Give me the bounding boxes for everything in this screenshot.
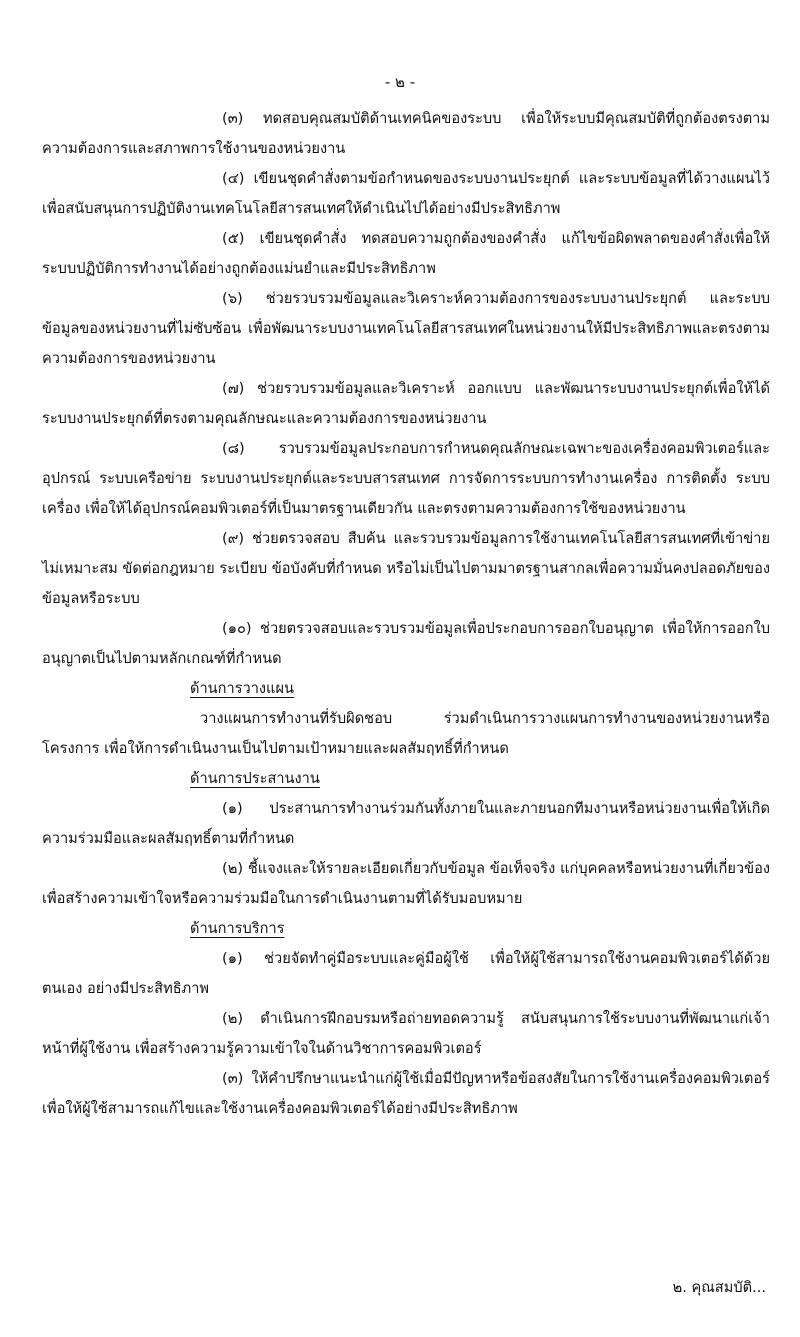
section-heading-service: ด้านการบริการ bbox=[190, 920, 285, 937]
service-item: (๒) ดำเนินการฝึกอบรมหรือถ่ายทอดความรู้ สนับสนุนการใช้ระบบงานที่พัฒนาแก่เจ้าหน้าที่ผู้ใช้งาน เพื่อสร้างความรู้ความเข้าใจในด้านวิชาการคอมพิวเตอร์ bbox=[42, 1010, 770, 1057]
section-heading-coordination: ด้านการประสานงาน bbox=[190, 770, 320, 787]
duty-item: (๓) ทดสอบคุณสมบัติด้านเทคนิคของระบบ เพื่อให้ระบบมีคุณสมบัติที่ถูกต้องตรงตามความต้องการและสภาพการใช้งานของหน่วยงาน bbox=[42, 110, 770, 157]
duty-item: (๗) ช่วยรวบรวมข้อมูลและวิเคราะห์ ออกแบบ และพัฒนาระบบงานประยุกต์เพื่อให้ได้ระบบงานประยุกต์ที่ตรงตามคุณลักษณะและความต้องการของหน่วยงาน bbox=[42, 380, 770, 427]
document-body bbox=[42, 104, 770, 1124]
page-number: - ๒ - bbox=[384, 73, 416, 91]
duty-item: (๙) ช่วยตรวจสอบ สืบค้น และรวบรวมข้อมูลการใช้งานเทคโนโลยีสารสนเทศที่เข้าข่ายไม่เหมาะสม ขัดต่อกฎหมาย ระเบียบ ข้อบังคับที่กำหนด หรือไม่เป็นไปตามมาตรฐานสากลเพื่อความมั่นคงปลอดภัยของข้อมูลหรือระบบ bbox=[42, 530, 770, 607]
duty-item: (๘) รวบรวมข้อมูลประกอบการกำหนดคุณลักษณะเฉพาะของเครื่องคอมพิวเตอร์และอุปกรณ์ ระบบเครือข่าย ระบบงานประยุกต์และระบบสารสนเทศ การจัดการระบบการทำงานเครื่อง การติดตั้ง ระบบเครื่อง เพื่อให้ได้อุปกรณ์คอมพิวเตอร์ที่เป็นมาตรฐานเดียวกัน และตรงตามความต้องการใช้ของหน่วยงาน bbox=[42, 440, 770, 517]
duty-item: (๑๐) ช่วยตรวจสอบและรวบรวมข้อมูลเพื่อประกอบการออกใบอนุญาต เพื่อให้การออกใบอนุญาตเป็นไปตามหลักเกณฑ์ที่กำหนด bbox=[42, 620, 770, 667]
coordination-item: (๒) ชี้แจงและให้รายละเอียดเกี่ยวกับข้อมูล ข้อเท็จจริง แก่บุคคลหรือหน่วยงานที่เกี่ยวข้อง เพื่อสร้างความเข้าใจหรือความร่วมมือในการดำเนินงานตามที่ได้รับมอบหมาย bbox=[42, 860, 770, 907]
duty-item: (๔) เขียนชุดคำสั่งตามข้อกำหนดของระบบงานประยุกต์ และระบบข้อมูลที่ได้วางแผนไว้ เพื่อสนับสนุนการปฏิบัติงานเทคโนโลยีสารสนเทศให้ดำเนินไปได้อย่างมีประสิทธิภาพ bbox=[42, 170, 770, 217]
service-item: (๓) ให้คำปรึกษาแนะนำแก่ผู้ใช้เมื่อมีปัญหาหรือข้อสงสัยในการใช้งานเครื่องคอมพิวเตอร์ เพื่อให้ผู้ใช้สามารถแก้ไขและใช้งานเครื่องคอมพิวเตอร์ได้อย่างมีประสิทธิภาพ bbox=[42, 1070, 770, 1117]
planning-paragraph: วางแผนการทำงานที่รับผิดชอบ ร่วมดำเนินการวางแผนการทำงานของหน่วยงานหรือโครงการ เพื่อให้การดำเนินงานเป็นไปตามเป้าหมายและผลสัมฤทธิ์ที่กำหนด bbox=[42, 710, 770, 757]
continuation-note: ๒. คุณสมบัติ... bbox=[672, 1279, 766, 1296]
duty-item: (๖) ช่วยรวบรวมข้อมูลและวิเคราะห์ความต้องการของระบบงานประยุกต์ และระบบข้อมูลของหน่วยงานที่ไม่ซับซ้อน เพื่อพัฒนาระบบงานเทคโนโลยีสารสนเทศในหน่วยงานให้มีประสิทธิภาพและตรงตามความต้องการของหน่วยงาน bbox=[42, 290, 770, 367]
section-heading-planning: ด้านการวางแผน bbox=[190, 680, 294, 697]
service-item: (๑) ช่วยจัดทำคู่มือระบบและคู่มือผู้ใช้ เพื่อให้ผู้ใช้สามารถใช้งานคอมพิวเตอร์ได้ด้วยตนเอง อย่างมีประสิทธิภาพ bbox=[42, 950, 770, 997]
coordination-item: (๑) ประสานการทำงานร่วมกันทั้งภายในและภายนอกทีมงานหรือหน่วยงานเพื่อให้เกิดความร่วมมือและผลสัมฤทธิ์ตามที่กำหนด bbox=[42, 800, 770, 847]
duty-item: (๕) เขียนชุดคำสั่ง ทดสอบความถูกต้องของคำสั่ง แก้ไขข้อผิดพลาดของคำสั่งเพื่อให้ระบบปฏิบัติการทำงานได้อย่างถูกต้องแม่นยำและมีประสิทธิภาพ bbox=[42, 230, 770, 277]
